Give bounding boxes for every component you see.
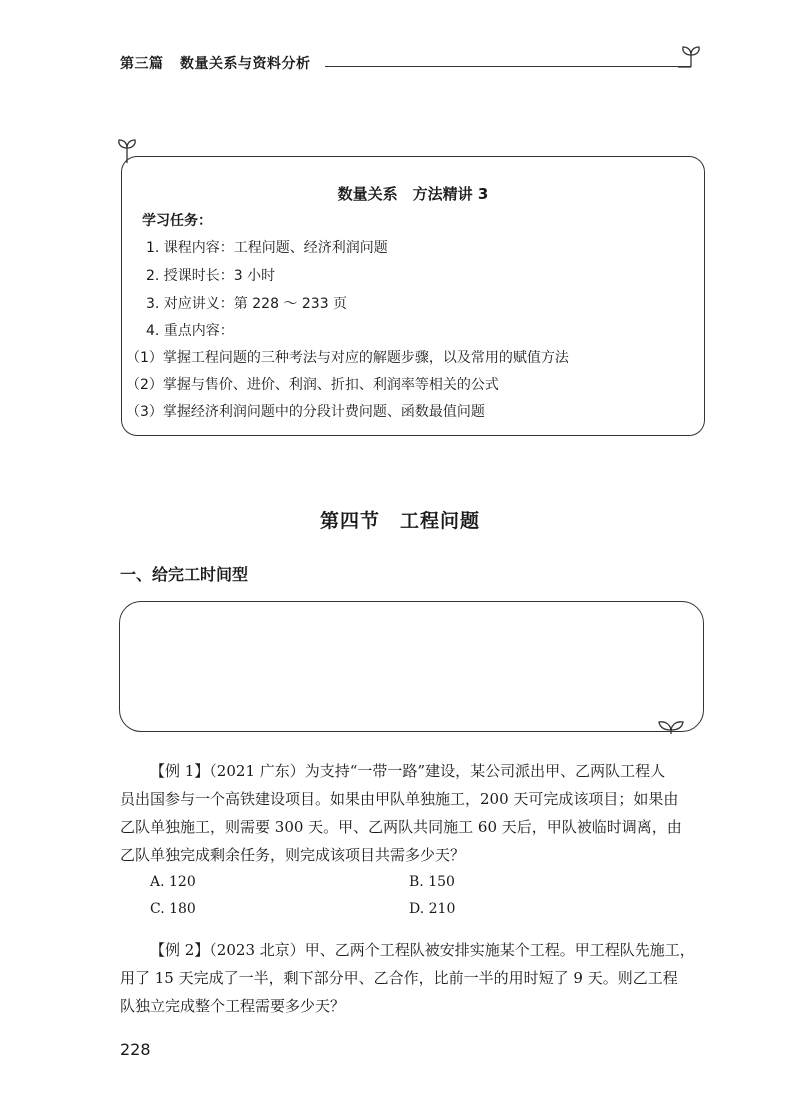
task-heading: 学习任务： [142, 213, 212, 229]
sprout-icon [654, 714, 688, 736]
header-rule [325, 66, 691, 67]
sprout-icon [676, 40, 706, 70]
option-b: B. 150 [409, 874, 455, 890]
option-a: A. 120 [150, 874, 196, 890]
example-line: 【例 2】（2023 北京）甲、乙两个工程队被安排实施某个工程。甲工程队先施工， [150, 941, 695, 959]
section-title: 第四节 工程问题 [319, 510, 480, 532]
example-line: 员出国参与一个高铁建设项目。如果由甲队单独施工，200 天可完成该项目；如果由 [120, 790, 679, 808]
task-item: 4. 重点内容： [146, 323, 234, 339]
example-line: 【例 1】（2021 广东）为支持“一带一路”建设，某公司派出甲、乙两队工程人 [150, 762, 666, 780]
page-number: 228 [120, 1040, 151, 1059]
example-2 [120, 936, 706, 1020]
key-point: （2）掌握与售价、进价、利润、折扣、利润率等相关的公式 [126, 377, 499, 393]
header-title: 数量关系与资料分析 [180, 56, 311, 72]
example-line: 乙队单独施工，则需要 300 天。甲、乙两队共同施工 60 天后，甲队被临时调离，由 [120, 818, 682, 836]
subsection-title: 一、给完工时间型 [120, 565, 249, 584]
option-d: D. 210 [409, 901, 456, 917]
example-1 [120, 757, 706, 869]
example-line: 用了 15 天完成了一半，剩下部分甲、乙合作，比前一半的用时短了 9 天。则乙工程 [120, 969, 678, 987]
key-point: （3）掌握经济利润问题中的分段计费问题、函数最值问题 [126, 404, 485, 420]
notes-box [119, 601, 704, 732]
example-line: 乙队单独完成剩余任务，则完成该项目共需多少天？ [120, 846, 466, 864]
task-item: 2. 授课时长：3 小时 [146, 268, 276, 284]
task-box-title: 数量关系 方法精讲 3 [337, 185, 489, 203]
key-point: （1）掌握工程问题的三种考法与对应的解题步骤，以及常用的赋值方法 [126, 350, 569, 366]
header-part: 第三篇 [120, 56, 164, 72]
task-item: 3. 对应讲义：第 228 ～ 233 页 [146, 296, 348, 312]
task-item: 1. 课程内容：工程问题、经济利润问题 [146, 240, 388, 256]
sprout-icon [112, 132, 142, 164]
option-c: C. 180 [150, 901, 196, 917]
example-line: 队独立完成整个工程需要多少天？ [120, 997, 346, 1015]
